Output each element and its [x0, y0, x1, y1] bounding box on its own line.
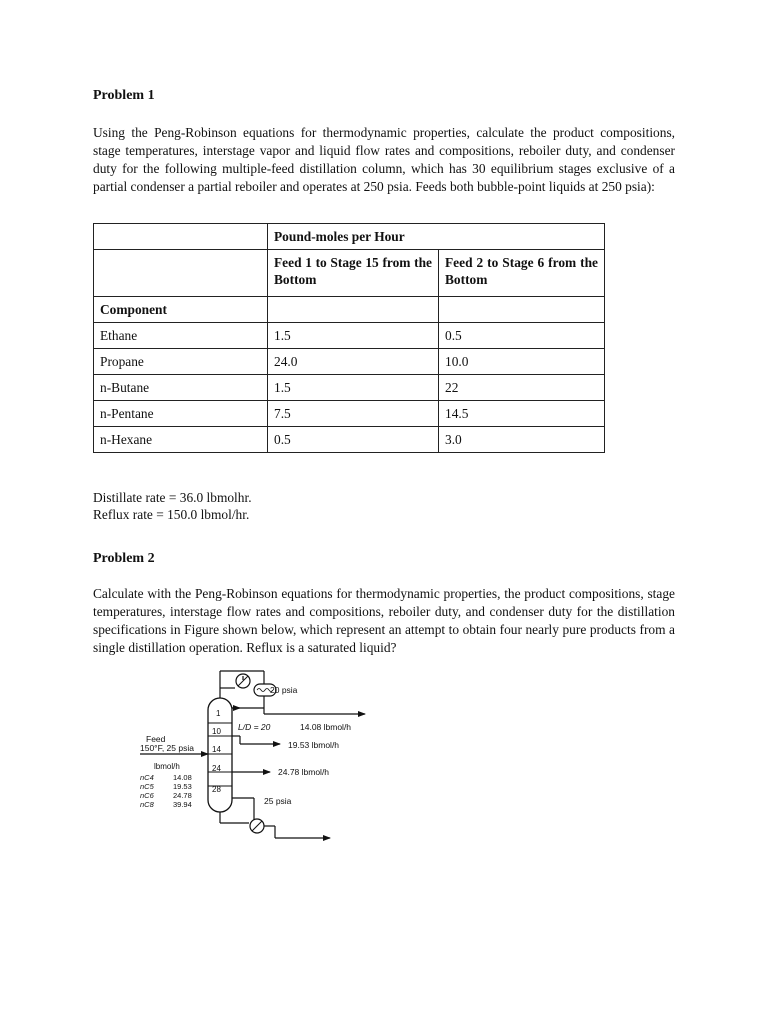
ld-ratio-label: L/D = 20: [238, 722, 271, 732]
table-row: [94, 375, 605, 401]
distillation-column-diagram: [130, 668, 430, 848]
pound-moles-header: Pound-moles per Hour: [268, 224, 605, 250]
component-cell: n-Hexane: [94, 427, 268, 453]
feed-units-label: lbmol/h: [154, 762, 180, 771]
feed-component-value: 39.94: [173, 800, 192, 809]
feed-component-name: nC6: [140, 791, 154, 800]
top-stream-label: 14.08 lbmol/h: [300, 722, 352, 732]
table-row: [94, 349, 605, 375]
feed-2-header: Feed 2 to Stage 6 from the Bottom: [439, 250, 605, 297]
feed-1-cell: 24.0: [268, 349, 439, 375]
distillate-rate: Distillate rate = 36.0 lbmolhr.: [93, 490, 252, 505]
table-row: [94, 323, 605, 349]
empty-cell: [439, 297, 605, 323]
problem-2-paragraph: [93, 585, 675, 657]
feed-table: [93, 223, 605, 453]
feed-component-value: 24.78: [173, 791, 192, 800]
reboiler-icon: [252, 821, 262, 831]
empty-cell: [268, 297, 439, 323]
problem-2-text: Calculate with the Peng-Robinson equations for thermodynamic properties, the product compositions, stage temperatures, interstage flow rates and compositions, reboiler duty, and condenser duty for the distillation specifications in Figure shown below, which represent an attempt to obtain four nearly pure products from a single distillation operation. Reflux is a saturated liquid?: [93, 586, 675, 655]
component-cell: Propane: [94, 349, 268, 375]
feed-component-name: nC4: [140, 773, 154, 782]
stage-24-label: 24: [212, 764, 221, 773]
table-row: [94, 401, 605, 427]
feed-component-value: 19.53: [173, 782, 192, 791]
stage-10-label: 10: [212, 727, 221, 736]
feed-1-cell: 7.5: [268, 401, 439, 427]
feed-1-cell: 0.5: [268, 427, 439, 453]
feed-1-header: Feed 1 to Stage 15 from the Bottom: [268, 250, 439, 297]
component-cell: n-Butane: [94, 375, 268, 401]
component-cell: Ethane: [94, 323, 268, 349]
table-header-row: [94, 224, 605, 250]
problem-1-text: Using the Peng-Robinson equations for thermodynamic properties, calculate the product compositions, stage temperatures, interstage vapor and liquid flow rates and compositions, reboiler duty, and condenser duty for the following multiple-feed distillation column, which has 30 equilibrium stages exclusive of a partial condenser a partial reboiler and operates at 250 psia. Feeds both bubble-point liquids at 250 psia):: [93, 125, 675, 194]
table-row: [94, 427, 605, 453]
side-stream-2-label: 24.78 lbmol/h: [278, 767, 330, 777]
bottom-pressure-label: 25 psia: [264, 796, 292, 806]
feed-2-cell: 0.5: [439, 323, 605, 349]
feed-1-cell: 1.5: [268, 375, 439, 401]
feed-2-cell: 10.0: [439, 349, 605, 375]
feed-component-value: 14.08: [173, 773, 192, 782]
feed-conditions-label: 150°F, 25 psia: [140, 743, 194, 753]
feed-2-cell: 22: [439, 375, 605, 401]
feed-2-cell: 14.5: [439, 401, 605, 427]
table-component-header-row: [94, 297, 605, 323]
feed-2-cell: 3.0: [439, 427, 605, 453]
problem-2-heading: Problem 2: [93, 551, 155, 566]
feed-label: Feed: [146, 734, 166, 744]
feed-1-cell: 1.5: [268, 323, 439, 349]
empty-header-cell: [94, 224, 268, 250]
feed-component-name: nC8: [140, 800, 154, 809]
table-feed-header-row: [94, 250, 605, 297]
side-stream-1-label: 19.53 lbmol/h: [288, 740, 340, 750]
empty-header-cell: [94, 250, 268, 297]
stage-28-label: 28: [212, 785, 221, 794]
reflux-rate: Reflux rate = 150.0 lbmol/hr.: [93, 507, 250, 522]
stage-14-label: 14: [212, 745, 221, 754]
feed-component-name: nC5: [140, 782, 154, 791]
problem-1-paragraph: [93, 124, 675, 196]
component-header: Component: [94, 297, 268, 323]
stage-1-label: 1: [216, 709, 221, 718]
component-cell: n-Pentane: [94, 401, 268, 427]
top-pressure-label: 20 psia: [270, 685, 298, 695]
problem-1-heading: Problem 1: [93, 88, 155, 103]
